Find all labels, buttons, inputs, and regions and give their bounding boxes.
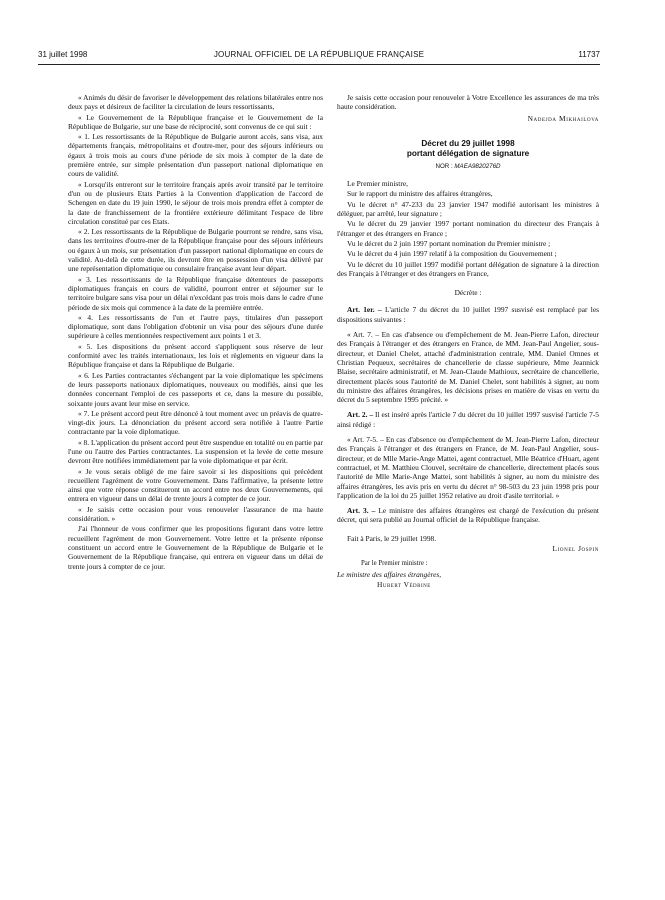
nor-reference [337,162,599,171]
decrete-heading: Décrète : [454,288,482,298]
article-1 [337,305,599,324]
preamble-line: Sur le rapport du ministre des affaires étrangères, [347,189,493,199]
paragraph: J'ai l'honneur de vous confirmer que les propositions figurant dans votre lettre recueillent l'agrément de mon Gouvernement. Votre lettre et la présente réponse constituent un accord entre le Gouvernement de la République de Bulgarie et le Gouvernement de la République française, qui entrera en vigueur dans un délai de trente jours à compter de ce jour. [68,524,323,571]
paragraph: « 7. Le présent accord peut être dénoncé à tout moment avec un préavis de quatre-vingt-dix jours. La dénonciation du présent accord sera notifiée à l'autre Partie contractante par la voie diplomatique. [68,408,323,437]
page-header [38,50,600,64]
paragraph: « 4. Les ressortissants de l'un et l'autre pays, titulaires d'un passeport diplomatique, sont dans l'obligation d'obtenir un visa pour des séjours d'une durée supérieure à celles mentionnées respectivement aux points 1 et 3. [68,312,323,341]
pm-name: Lionel Jospin [552,543,599,553]
article-1-label: Art. 1er. – [347,305,382,315]
article-1-text: L'article 7 du décret du 10 juillet 1997 susvisé est remplacé par les dispositions suivantes : [337,305,599,324]
nor-label: NOR : [435,162,455,170]
paragraph: « Je vous serais obligé de me faire savoir si les dispositions qui précèdent recueillent l'agrément de votre Gouvernement. Dans l'affirmative, la présente lettre ainsi que votre réponse constitueront un accord entre nos deux Gouvernements, qui entrera en vigueur dans un délai de trente jours à compter de ce jour. [68,466,323,504]
preamble-line: Le Premier ministre, [347,179,408,189]
paragraph: « 2. Les ressortissants de la République de Bulgarie pourront se rendre, sans visa, dans les territoires d'outre-mer de la République française pour des séjours inférieurs ou égaux à un mois, sur présentation d'un passeport national diplomatique en cours de validité. Au-delà de cette durée, ils devront être en possession d'un visa délivré par une représentation diplomatique ou consulaire française avant leur départ. [68,227,323,274]
journal-title: JOURNAL OFFICIEL DE LA RÉPUBLIQUE FRANÇAISE [213,50,425,59]
paragraph: « 3. Les ressortissants de la République française détenteurs de passeports diplomatiques français en cours de validité, pourront entrer et séjourner sur le territoire bulgare sans visa pour un délai n'excédant pas trois mois dans le cadre d'une période de six mois qui commence à la date de la première entrée. [68,274,323,312]
preamble-line: Vu le décret du 29 janvier 1997 portant nomination du directeur des Français à l'étranger et des étrangers en France ; [337,219,599,238]
left-column [68,93,323,572]
paragraph: « 6. Les Parties contractantes s'échangent par la voie diplomatique les spécimens de leurs passeports nationaux diplomatiques, nouveaux ou modifiés, ainsi que les données concernant l'emploi de ces passeports et ce, dans la mesure du possible, soixante jours avant leur mise en service. [68,370,323,408]
done-line: Fait à Paris, le 29 juillet 1998. [347,533,437,543]
article-3-text: Le ministre des affaires étrangères est chargé de l'exécution du présent décret, qui sera publié au Journal officiel de la République française. [337,506,599,525]
signatory-name: Nadejda Mikhailova [527,113,599,123]
pm-line: Par le Premier ministre : [361,560,428,568]
article-2-text: Il est inséré après l'article 7 du décret du 10 juillet 1997 susvisé l'article 7-5 ainsi rédigé : [337,410,599,429]
article-2-label: Art. 2. – [347,410,374,420]
preamble-line: Vu le décret n° 47-233 du 23 janvier 1947 modifié autorisant les ministres à déléguer, par arrêté, leur signature ; [337,199,599,219]
paragraph: « Animés du désir de favoriser le développement des relations bilatérales entre nos deux pays et désireux de faciliter la circulation de leurs ressortissants, [68,93,323,112]
paragraph: « 1. Les ressortissants de la République de Bulgarie auront accès, sans visa, aux départements français, métropolitains et d'outre-mer, pour des séjours inférieurs ou égaux à trois mois au cours d'une période de six mois à compter de la date de première entrée, sur simple présentation d'un passeport national diplomatique en cours de validité. [68,132,323,179]
page-number: 11737 [578,50,600,59]
nor-code: MAEA9820276D [454,162,501,170]
paragraph: « Lorsqu'ils entreront sur le territoire français après avoir transité par le territoire d'un ou de plusieurs Etats Parties à la Convention d'application de l'accord de Schengen en date du 19 juin 1990, le séjour de trois mois prendra effet à compter de la date de franchissement de la frontière extérieure délimitant l'espace de libre circulation constitué par ces Etats. [68,179,323,226]
paragraph: « 8. L'application du présent accord peut être suspendue en totalité ou en partie par l'une ou l'autre des Parties contractantes. La suspension et la levée de cette mesure devront être notifiées immédiatement par la voie diplomatique et par écrit. [68,437,323,466]
minister-name: Hubert Védrine [377,579,431,589]
article-2-quote: « Art. 7-5. – En cas d'absence ou d'empêchement de M. Jean-Pierre Lafon, directeur des Français à l'étranger et des étrangers en France, de M. Jean-Paul Angelier, sous-directeur, et de Mlle Marie-Ange Mattei, agent contractuel, Mlle Béatrice d'Huart, agent contractuel, et M. Matthieu Clouvel, secrétaire de chancellerie, directement placés sous l'autorité de Mlle Marie-Ange Mattei, sont habilités à signer, au nom du ministre des affaires étrangères, les avis pris en vertu du décret n° 98-503 du 23 juin 1998 pris pour l'application de la loi du 25 juillet 1952 relative au droit d'asile territorial. » [337,435,599,500]
closing-paragraph: Je saisis cette occasion pour renouveler à Votre Excellence les assurances de ma très haute considération. [337,93,599,112]
minister-title: Le ministre des affaires étrangères, [337,569,442,579]
paragraph: « Le Gouvernement de la République française et le Gouvernement de la République de Bulgarie, sur une base de réciprocité, sont convenus de ce qui suit : [68,112,323,131]
article-3 [337,506,599,525]
article-3-label: Art. 3. – [347,506,376,516]
issue-date: 31 juillet 1998 [38,50,88,59]
decree-title: Décret du 29 juillet 1998 [421,138,515,148]
right-column [337,93,599,590]
article-2 [337,410,599,429]
preamble-line: Vu le décret du 2 juin 1997 portant nomination du Premier ministre ; [347,238,551,248]
paragraph: « 5. Les dispositions du présent accord s'appliquent sous réserve de leur conformité avec les traités internationaux, les lois et règlements en vigueur dans la République française et dans la République de Bulgarie. [68,341,323,370]
preamble-line: Vu le décret du 10 juillet 1997 modifié portant délégation de signature à la direction des Français à l'étranger et des étrangers en France, [337,259,599,278]
header-rule [38,64,600,65]
paragraph: « Je saisis cette occasion pour vous renouveler l'assurance de ma haute considération. » [68,504,323,524]
preamble-line: Vu le décret du 4 juin 1997 relatif à la composition du Gouvernement ; [347,249,557,259]
decree-subtitle: portant délégation de signature [406,148,530,158]
signature-block [337,534,599,589]
article-1-quote: « Art. 7. – En cas d'absence ou d'empêchement de M. Jean-Pierre Lafon, directeur des Français à l'étranger et des étrangers en France, de MM. Jean-Paul Angelier, sous-directeur, et Daniel Chelet, attaché d'administration centrale, MM. Daniel Omnes et Christian Pequeux, secrétaires de chancellerie de classe supérieure, Mme Jeannick Blaise, secrétaire administratif, et M. Jean-Claude Mathioux, secrétaire de chancellerie, directement placés sous l'autorité de M. Daniel Chelet, sont habilités à signer, au nom du ministre des affaires étrangères, les décisions prises en matière de visas en vertu du décret du 5 septembre 1995 précité. » [337,330,599,405]
